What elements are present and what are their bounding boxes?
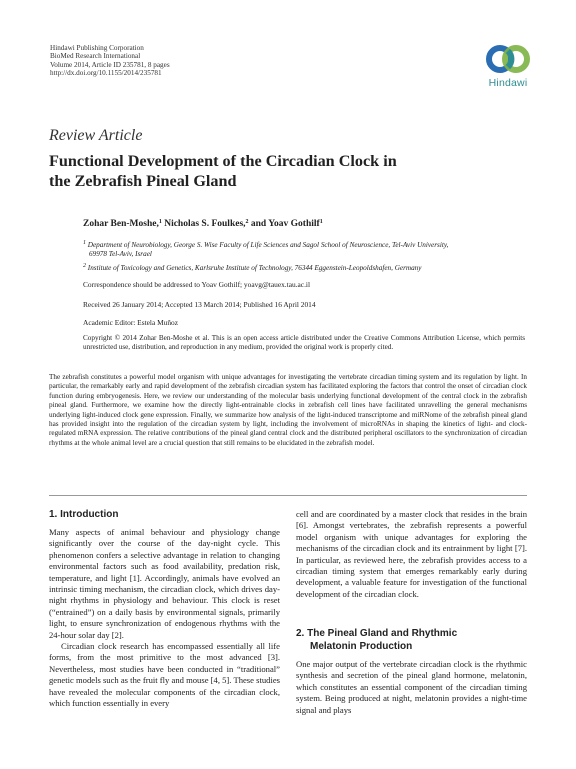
affiliation-mark: 1 — [83, 240, 86, 246]
author-affiliation-mark: 1 — [158, 219, 162, 225]
affiliation-text: Institute of Toxicology and Genetics, Karlsruhe Institute of Technology, 76344 Eggenstein-Leopoldshafen, Germany — [86, 264, 422, 272]
doi-link[interactable]: http://dx.doi.org/10.1155/2014/235781 — [50, 69, 162, 78]
section-2-heading-line-2: Melatonin Production — [310, 641, 413, 652]
journal-header-meta — [50, 44, 170, 78]
logo-wordmark: Hindawi — [488, 77, 528, 89]
academic-editor: Academic Editor: Estela Muñoz — [83, 318, 179, 327]
left-column — [49, 527, 280, 710]
author-affiliation-mark: 1 — [319, 219, 323, 225]
hindawi-logo-icon — [485, 40, 531, 78]
journal-name: BioMed Research International — [50, 52, 141, 61]
author-name: Nicholas S. Foulkes, — [161, 219, 246, 229]
affiliation-1 — [83, 239, 523, 259]
publisher-name: Hindawi Publishing Corporation — [50, 44, 144, 52]
section-2-heading-line-1: 2. The Pineal Gland and Rhythmic — [296, 628, 458, 639]
right-column-bottom — [296, 659, 527, 716]
hindawi-logo — [476, 40, 540, 92]
title-line-2: the Zebrafish Pineal Gland — [49, 171, 237, 190]
abstract-text: The zebrafish constitutes a powerful model organism with unique advantages for investigating the vertebrate circadian timing system and its regulation by light. In particular, the remarkably early and rapid development of the zebrafish circadian system has facilitated exploring the factors that control the onset of circadian clock function during embryogenesis. Here, we review our understanding of the molecular basis underlying functional development of the central clock in the zebrafish pineal gland. Furthermore, we examine how the directly light-entrainable clocks in zebrafish cell lines have facilitated unravelling the general mechanisms underlying light-induced clock gene expression. Finally, we summarize how analysis of the light-induced transcriptome and miRNome of the zebrafish pineal gland has provided insight into the regulation of the circadian system by light, including the involvement of microRNAs in shaping the kinetics of light- and clock-regulated mRNA expression. The relative contributions of the pineal gland central clock and the distributed peripheral oscillators to the synchronization of circadian rhythms at the whole animal level are a crucial question that still remains to be elucidated in the zebrafish model. — [49, 373, 527, 447]
copyright-notice: Copyright © 2014 Zohar Ben-Moshe et al. This is an open access article distributed under the Creative Commons Attribution License, which permits unrestricted use, distribution, and reproduction in any medium, provided the original work is properly cited. — [83, 334, 525, 352]
section-2-heading — [296, 627, 457, 653]
author-name: Zohar Ben-Moshe, — [83, 219, 159, 229]
affiliation-mark: 2 — [83, 263, 86, 269]
volume-info: Volume 2014, Article ID 235781, 8 pages — [50, 60, 170, 69]
author-name: and Yoav Gothilf — [248, 219, 320, 229]
affiliation-text-cont: 69978 Tel-Aviv, Israel — [89, 249, 152, 258]
intro-paragraph-2-continued: cell and are coordinated by a master clock that resides in the brain [6]. Amongst vertebrates, the zebrafish represents a powerful model organism with unique advantages for exploring the mechanisms of the circadian clock and its entrainment by light [7]. In particular, as reviewed here, the zebrafish provides access to a circadian timing system that emerges remarkably early during development, a valuable feature for investigation of the functional development of the circadian clock. — [296, 509, 527, 599]
affiliation-2 — [83, 262, 523, 273]
author-list — [83, 219, 323, 229]
correspondence-line: Correspondence should be addressed to Yoav Gothilf; yoavg@tauex.tau.ac.il — [83, 280, 311, 289]
author-affiliation-mark: 2 — [245, 219, 249, 225]
section-2-paragraph-1: One major output of the vertebrate circadian clock is the rhythmic synthesis and secretion of the pineal gland hormone, melatonin, which constitutes an essential component of the circadian timing system. Being produced at night, melatonin provides a night-time signal and plays — [296, 659, 527, 715]
section-divider — [49, 495, 527, 496]
article-type: Review Article — [49, 127, 143, 144]
title-line-1: Functional Development of the Circadian Clock in — [49, 152, 397, 170]
intro-heading: 1. Introduction — [49, 509, 119, 520]
intro-paragraph-1: Many aspects of animal behaviour and physiology change significantly over the course of the day-night cycle. This phenomenon confers a selective advantage in relation to changing environmental factors such as food availability, predation risk, temperature, and light [1]. Accordingly, animals have evolved an intrinsic timing mechanism, the circadian clock, which drives day-night rhythms in physiology and behaviour. This clock is reset (“entrained”) on a daily basis by environmental signals, primarily light, to ensure synchronization of endogenous rhythms with the 24-hour solar day [2]. — [49, 527, 280, 640]
affiliation-text: Department of Neurobiology, George S. Wise Faculty of Life Sciences and Sagol School of Neuroscience, Tel-Aviv University, — [86, 241, 449, 249]
article-title — [49, 152, 529, 191]
intro-paragraph-2: Circadian clock research has encompassed essentially all life forms, from the most primitive to the most advanced [3]. Nevertheless, most studies have been conducted in “traditional” genetic models such as the fruit fly and mouse [4, 5]. These studies have revealed the molecular components of the circadian clock, which function essentially in every — [49, 641, 280, 709]
right-column-top — [296, 509, 527, 600]
dates-line: Received 26 January 2014; Accepted 13 March 2014; Published 16 April 2014 — [83, 300, 316, 309]
